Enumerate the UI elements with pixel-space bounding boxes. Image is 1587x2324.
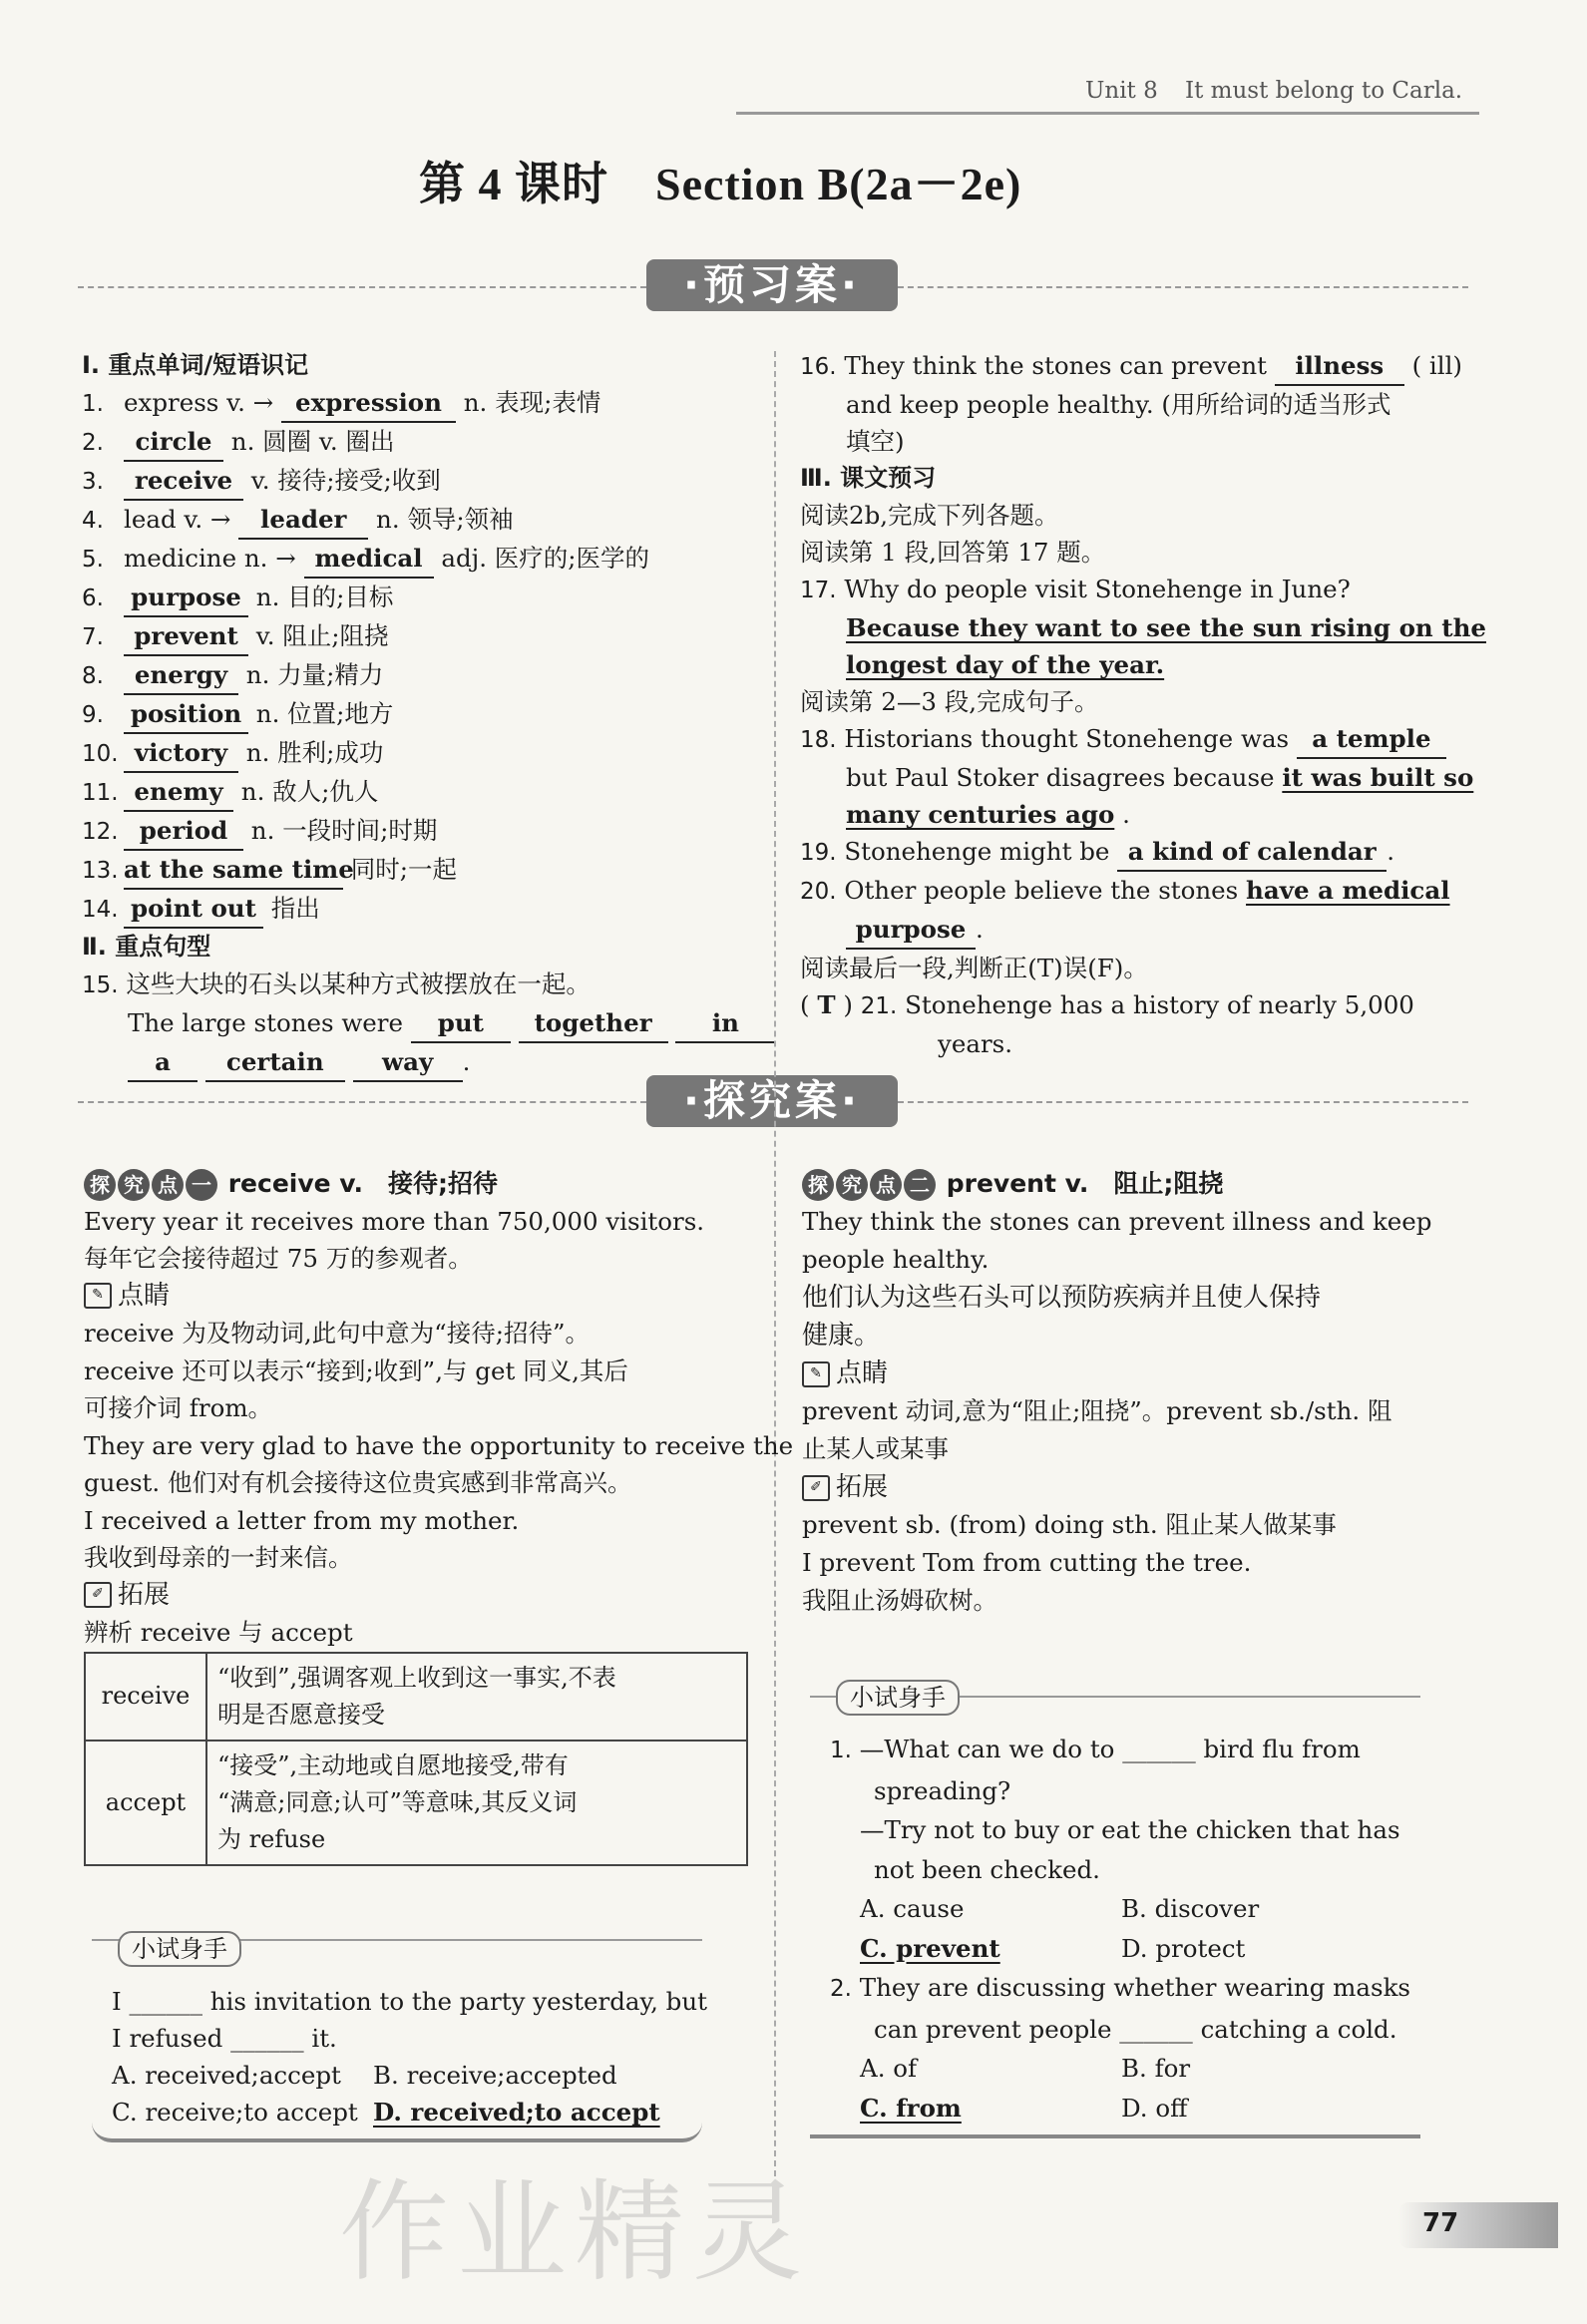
example-cn: 健康。: [802, 1321, 881, 1351]
q15: 15. 这些大块的石头以某种方式被摆放在一起。: [82, 969, 591, 998]
vocab-item: [82, 812, 752, 851]
try-right: [830, 1730, 1428, 2128]
note-text: They are very glad to have the opportunity to receive the: [84, 1430, 794, 1460]
vocab-blank[interactable]: leader: [238, 501, 368, 540]
q15-blank[interactable]: a: [128, 1043, 198, 1082]
vocab-meaning: 指出: [263, 894, 320, 923]
note-text: 我阻止汤姆砍树。: [802, 1586, 997, 1615]
vocab-meaning: n. 位置;地方: [248, 699, 394, 728]
vocab-meaning: 同时;一起: [343, 855, 458, 884]
explore-left: [84, 1165, 794, 1866]
option[interactable]: A. of: [860, 2054, 918, 2083]
vocab-blank[interactable]: medical: [304, 540, 434, 579]
chip: 究: [836, 1169, 868, 1201]
explore-banner: ·探究案·: [646, 1075, 898, 1127]
note-text: 止某人或某事: [802, 1434, 949, 1463]
vocab-item: [82, 579, 752, 617]
vocab-item: [82, 462, 752, 501]
q15-blank[interactable]: put: [411, 1004, 511, 1043]
option[interactable]: D. off: [1121, 2093, 1188, 2123]
q20-line2: purpose .: [800, 911, 1466, 950]
q16-line3: 填空): [846, 427, 905, 456]
example-en: people healthy.: [802, 1245, 990, 1274]
try-label: 小试身手: [836, 1680, 960, 1716]
point-1-heading: 探 究 点 一 receive v. 接待;招待: [84, 1165, 748, 1203]
q18: 18. Historians thought Stonehenge was a temple: [800, 720, 1466, 759]
vocab-meaning: n. 目的;目标: [248, 582, 394, 611]
pen-icon: ✎: [802, 1361, 830, 1387]
q15-answer-line2: a certain way .: [82, 1043, 752, 1082]
vocab-list: [82, 384, 752, 929]
option-correct[interactable]: D. received;to accept: [373, 2098, 660, 2127]
vocab-blank[interactable]: prevent: [124, 617, 248, 656]
note-text: receive 还可以表示“接到;收到”,与 get 同义,其后: [84, 1356, 628, 1385]
reading-heading: Ⅲ. 课文预习: [800, 464, 937, 492]
vocab-heading: Ⅰ. 重点单词/短语识记: [82, 351, 309, 379]
question: not been checked.: [874, 1854, 1100, 1884]
vocab-item: [82, 384, 752, 423]
q16-blank[interactable]: illness: [1275, 347, 1404, 386]
question: can prevent people ______ catching a cold.: [874, 2014, 1397, 2044]
question: I ______ his invitation to the party yesterday, but: [112, 1987, 707, 2016]
option-correct[interactable]: C. prevent: [860, 1933, 1000, 1963]
instruction: 阅读最后一段,判断正(T)误(F)。: [800, 954, 1148, 982]
table-row: [85, 1653, 747, 1741]
vocab-blank[interactable]: enemy: [124, 773, 233, 812]
note-text: I received a letter from my mother.: [84, 1505, 520, 1535]
vocab-meaning: n. 领导;领袖: [368, 505, 514, 534]
q20-blank[interactable]: purpose: [846, 911, 976, 950]
dianjing-heading: ✎ 点睛: [84, 1278, 748, 1316]
page-title: 第 4 课时 Section B(2a－2e): [419, 159, 1022, 209]
divider: [78, 286, 646, 288]
q15-blank[interactable]: together: [519, 1004, 668, 1043]
vocab-number: 1.: [82, 391, 104, 417]
try-left: [112, 1983, 710, 2130]
note-text: 可接介词 from。: [84, 1393, 273, 1422]
option[interactable]: B. receive;accepted: [373, 2061, 617, 2090]
chip: 一: [186, 1169, 217, 1201]
vocab-item: [82, 890, 752, 929]
vocab-blank[interactable]: receive: [124, 462, 243, 501]
vocab-number: 6.: [82, 585, 104, 611]
dianjing-heading: ✎ 点睛: [802, 1355, 1468, 1392]
divider: [898, 286, 1468, 288]
question: I refused ______ it.: [112, 2024, 337, 2053]
vocab-meaning: adj. 医疗的;医学的: [433, 544, 650, 573]
unit-sentence: It must belong to Carla.: [1185, 78, 1463, 104]
q19: 19. Stonehenge might be a kind of calendar .: [800, 833, 1466, 872]
vocab-number: 8.: [82, 663, 104, 689]
example-en: They think the stones can prevent illness and keep: [802, 1207, 1432, 1236]
vocab-prompt: medicine n. →: [124, 544, 304, 573]
q18-line2: but Paul Stoker disagrees because it was built so: [846, 763, 1474, 792]
edit-icon: ✐: [802, 1475, 830, 1501]
table-row: [85, 1741, 747, 1865]
options-row: [830, 2089, 1428, 2129]
vocab-blank[interactable]: circle: [124, 423, 223, 462]
q20: 20. Other people believe the stones have a medical: [800, 876, 1450, 905]
sentence-heading: Ⅱ. 重点句型: [82, 933, 211, 961]
table-cell: “收到”,强调客观上收到这一事实,不表 明是否愿意接受: [206, 1653, 747, 1741]
options-row: [830, 1929, 1428, 1969]
option[interactable]: C. receive;to accept: [112, 2098, 358, 2127]
note-text: prevent 动词,意为“阻止;阻挠”。prevent sb./sth. 阻: [802, 1396, 1392, 1425]
chip: 点: [870, 1169, 902, 1201]
chip: 探: [84, 1169, 116, 1201]
vocab-item: [82, 656, 752, 695]
options-row: [830, 1889, 1428, 1929]
note-text: receive 为及物动词,此句中意为“接待;招待”。: [84, 1319, 590, 1348]
column-divider: [774, 351, 776, 2176]
compare-table: [84, 1652, 748, 1866]
option[interactable]: A. received;accept: [112, 2061, 341, 2090]
instruction: 阅读第 2—3 段,完成句子。: [800, 687, 1099, 716]
page-number: 77: [1422, 2208, 1459, 2238]
try-label: 小试身手: [118, 1931, 241, 1967]
edit-icon: ✐: [84, 1582, 112, 1608]
q21-line2: years.: [938, 1029, 1013, 1058]
vocab-blank[interactable]: victory: [124, 734, 238, 773]
options-row: [112, 2057, 710, 2094]
vocab-meaning: n. 敌人;仇人: [233, 777, 379, 806]
options-row: [112, 2094, 710, 2130]
vocab-blank[interactable]: period: [124, 812, 243, 851]
vocab-item: [82, 851, 752, 890]
vocab-meaning: v. 阻止;阻挠: [248, 621, 389, 650]
vocab-prompt: lead v. →: [124, 505, 239, 534]
chip: 二: [904, 1169, 936, 1201]
option-correct[interactable]: C. from: [860, 2093, 962, 2123]
option[interactable]: B. for: [1121, 2054, 1191, 2083]
question: —Try not to buy or eat the chicken that has: [860, 1815, 1400, 1844]
q17: 17. Why do people visit Stonehenge in June?: [800, 575, 1351, 603]
table-cell: “接受”,主动地或自愿地接受,带有 “满意;同意;认可”等意味,其反义词 为 refuse: [206, 1741, 747, 1865]
watermark: 作业精灵: [339, 2168, 810, 2296]
vocab-meaning: n. 力量;精力: [238, 660, 384, 689]
instruction: 阅读第 1 段,回答第 17 题。: [800, 538, 1106, 567]
chip: 究: [118, 1169, 150, 1201]
example-en: Every year it receives more than 750,000 visitors.: [84, 1206, 705, 1236]
vocab-item: [82, 501, 752, 540]
vocab-item: [82, 617, 752, 656]
chip: 点: [152, 1169, 184, 1201]
preview-banner: ·预习案·: [646, 259, 898, 311]
pen-icon: ✎: [84, 1283, 112, 1309]
q21: ( T ) 21. Stonehenge has a history of nearly 5,000: [800, 990, 1414, 1019]
vocab-number: 12.: [82, 819, 119, 845]
vocab-number: 4.: [82, 508, 104, 534]
table-cell: receive: [85, 1653, 206, 1741]
note-text: prevent sb. (from) doing sth. 阻止某人做某事: [802, 1510, 1337, 1539]
question: 1. —What can we do to ______ bird flu from: [830, 1735, 1361, 1763]
vocab-number: 3.: [82, 469, 104, 495]
vocab-item: [82, 695, 752, 734]
divider: [898, 1101, 1468, 1103]
vocab-meaning: v. 接待;接受;收到: [243, 466, 441, 495]
vocab-number: 5.: [82, 547, 104, 573]
example-cn: 他们认为这些石头可以预防疾病并且使人保持: [802, 1283, 1322, 1313]
note-text: I prevent Tom from cutting the tree.: [802, 1548, 1252, 1577]
tuozhan-heading: ✐ 拓展: [84, 1577, 748, 1615]
q15-blank[interactable]: in: [675, 1004, 775, 1043]
unit-label: Unit 8: [1085, 78, 1158, 104]
q18-line3: many centuries ago .: [846, 800, 1130, 829]
question: 2. They are discussing whether wearing masks: [830, 1973, 1411, 2002]
vocab-blank[interactable]: purpose: [124, 579, 248, 617]
q19-blank[interactable]: a kind of calendar: [1117, 833, 1387, 872]
example-cn: 每年它会接待超过 75 万的参观者。: [84, 1244, 473, 1273]
q16-line2: and keep people healthy. (用所给词的适当形式: [846, 390, 1391, 419]
note-text: 我收到母亲的一封来信。: [84, 1543, 353, 1572]
vocab-number: 11.: [82, 780, 119, 806]
q17-answer: Because they want to see the sun rising on the: [846, 613, 1486, 642]
vocab-item: [82, 540, 752, 579]
vocab-number: 10.: [82, 741, 119, 767]
q17-answer: longest day of the year.: [846, 650, 1165, 679]
header-rule: [736, 112, 1479, 115]
compare-title: 辨析 receive 与 accept: [84, 1618, 353, 1647]
vocab-blank[interactable]: energy: [124, 656, 238, 695]
vocab-blank[interactable]: point out: [124, 890, 263, 929]
vocab-item: [82, 423, 752, 462]
vocab-item: [82, 734, 752, 773]
vocab-blank[interactable]: at the same time: [124, 851, 343, 890]
q18-blank[interactable]: a temple: [1297, 720, 1446, 759]
q15-answer-line1: The large stones were put together in: [82, 1004, 752, 1043]
q15-blank[interactable]: way: [353, 1043, 463, 1082]
vocab-meaning: n. 胜利;成功: [238, 738, 384, 767]
option[interactable]: B. discover: [1121, 1894, 1260, 1923]
question: spreading?: [874, 1775, 1011, 1805]
divider: [78, 1101, 646, 1103]
vocab-item: [82, 773, 752, 812]
vocab-blank[interactable]: expression: [281, 384, 456, 423]
explore-right: [802, 1165, 1468, 1620]
option[interactable]: D. protect: [1121, 1933, 1246, 1963]
options-row: [830, 2049, 1428, 2089]
chip: 探: [802, 1169, 834, 1201]
point-2-heading: 探 究 点 二 prevent v. 阻止;阻挠: [802, 1165, 1468, 1203]
note-text: guest. 他们对有机会接待这位贵宾感到非常高兴。: [84, 1468, 632, 1497]
instruction: 阅读2b,完成下列各题。: [800, 501, 1059, 530]
option[interactable]: A. cause: [860, 1894, 965, 1923]
vocab-number: 13.: [82, 858, 119, 884]
try-box-bottom: [810, 2134, 1420, 2138]
table-cell: accept: [85, 1741, 206, 1865]
vocab-meaning: n. 一段时间;时期: [243, 816, 438, 845]
vocab-meaning: n. 圆圈 v. 圈出: [223, 427, 395, 456]
vocab-prompt: express v. →: [124, 388, 281, 417]
vocab-number: 2.: [82, 430, 104, 456]
q15-blank[interactable]: certain: [205, 1043, 345, 1082]
preview-left: [82, 347, 752, 1082]
vocab-blank[interactable]: position: [124, 695, 248, 734]
tuozhan-heading: ✐ 拓展: [802, 1468, 1468, 1506]
q16: 16. They think the stones can prevent illness ( ill): [800, 347, 1466, 386]
vocab-number: 9.: [82, 702, 104, 728]
preview-right: [800, 347, 1486, 1062]
vocab-meaning: n. 表现;表情: [455, 388, 601, 417]
vocab-number: 7.: [82, 624, 104, 650]
vocab-number: 14.: [82, 897, 119, 923]
